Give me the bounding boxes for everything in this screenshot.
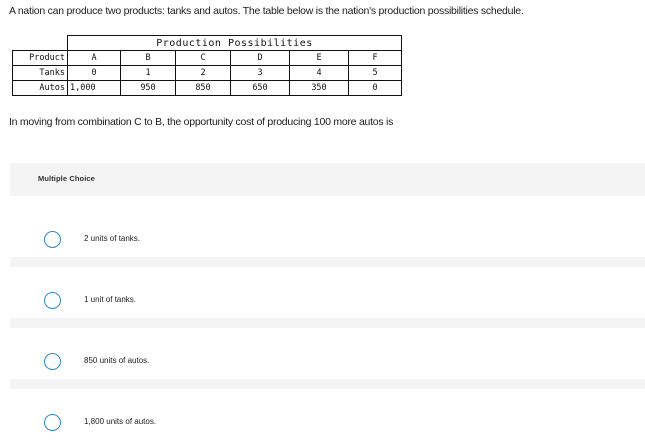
- multiple-choice-header: [10, 163, 645, 196]
- multiple-choice-label: Multiple Choice: [38, 174, 95, 183]
- radio-button[interactable]: [44, 231, 61, 248]
- table-cell: 3: [231, 66, 290, 81]
- production-possibilities-table: [12, 35, 402, 96]
- answer-option-2[interactable]: [10, 282, 645, 322]
- table-cell: 0: [349, 81, 402, 96]
- table-cell: 1: [121, 66, 176, 81]
- radio-button[interactable]: [44, 353, 61, 370]
- table-header-cell: F: [349, 51, 402, 66]
- table-cell: 1,000: [68, 81, 121, 96]
- table-cell: 5: [349, 66, 402, 81]
- table-header-cell: E: [290, 51, 349, 66]
- table-header-cell: Product: [13, 51, 68, 66]
- table-cell: 0: [68, 66, 121, 81]
- answer-option-4[interactable]: [10, 404, 645, 444]
- question-text: In moving from combination C to B, the opportunity cost of producing 100 more autos is: [9, 116, 394, 128]
- answer-option-label: 850 units of autos.: [84, 356, 150, 365]
- answer-option-1[interactable]: [10, 221, 645, 261]
- table-row: [13, 66, 402, 81]
- table-corner-blank: [13, 36, 68, 51]
- table-cell: 2: [176, 66, 231, 81]
- answer-option-label: 1 unit of tanks.: [84, 295, 137, 304]
- answer-option-label: 2 units of tanks.: [84, 234, 141, 243]
- table-cell: 650: [231, 81, 290, 96]
- radio-button[interactable]: [44, 292, 61, 309]
- table-row-label: Autos: [13, 81, 68, 96]
- answer-option-label: 1,800 units of autos.: [84, 417, 157, 426]
- table-row-label: Tanks: [13, 66, 68, 81]
- radio-button[interactable]: [44, 414, 61, 431]
- question-intro: A nation can produce two products: tanks and autos. The table below is the nation's production possibilities schedule.: [9, 5, 524, 17]
- table-row: [13, 81, 402, 96]
- table-header-cell: C: [176, 51, 231, 66]
- table-title: Production Possibilities: [68, 36, 402, 51]
- table-cell: 4: [290, 66, 349, 81]
- table-header-cell: D: [231, 51, 290, 66]
- table-header-row: [13, 51, 402, 66]
- table-cell: 850: [176, 81, 231, 96]
- table-cell: 350: [290, 81, 349, 96]
- answer-option-3[interactable]: [10, 343, 645, 383]
- table-cell: 950: [121, 81, 176, 96]
- table-header-cell: A: [68, 51, 121, 66]
- table-header-cell: B: [121, 51, 176, 66]
